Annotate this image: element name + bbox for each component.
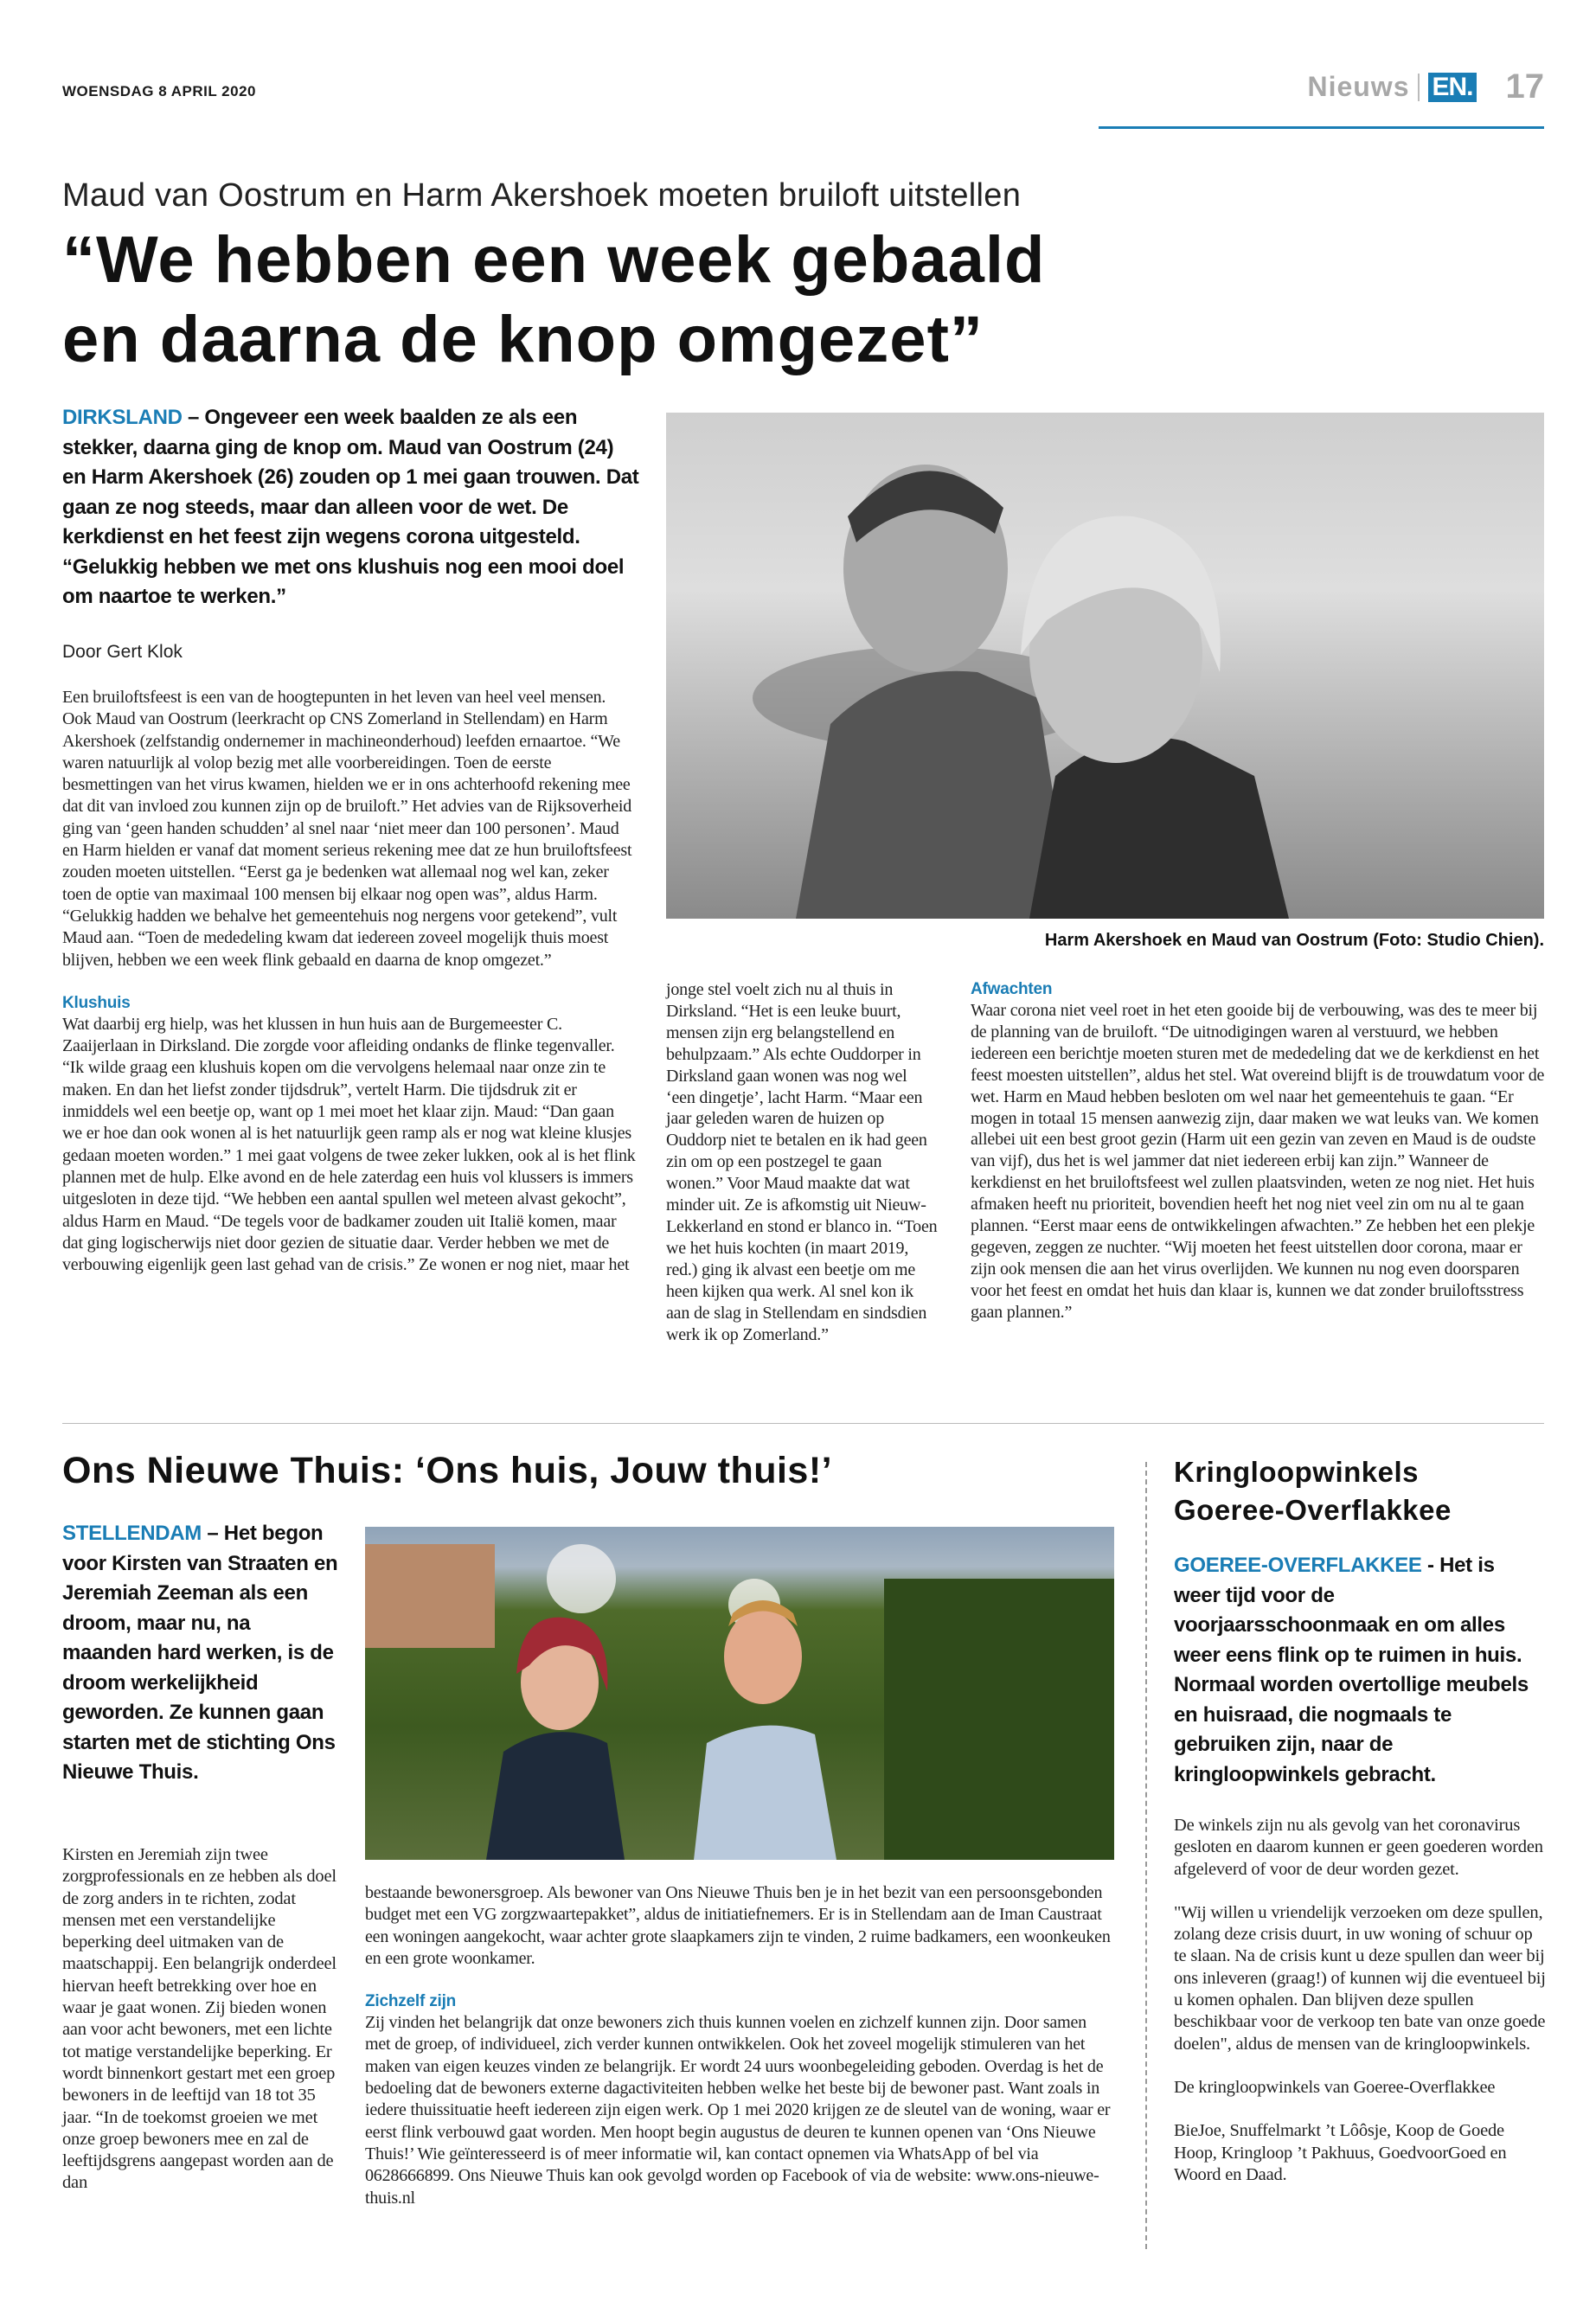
section-divider	[62, 1423, 1544, 1424]
photo-illustration	[365, 1527, 1114, 1860]
article-column	[666, 979, 939, 1367]
subheading: Zichzelf zijn	[365, 1992, 457, 2011]
article-column	[971, 979, 1546, 1345]
paragraph: BieJoe, Snuffelmarkt ’t Lôôsje, Koop de Goede Hoop, Kringloop ’t Pakhuus, GoedvoorGoed en Woord en Daad.	[1174, 2121, 1507, 2184]
article-title	[1174, 1453, 1452, 1529]
paragraph: jonge stel voelt zich nu al thuis in Dirksland. “Het is een leuke buurt, mensen zijn erg belangstellend en behulpzaam.” Als echte Ouddorper in Dirksland gaan wonen was nog wel ‘een dingetje’, lacht Harm. “Maar een jaar geleden waren de huizen op Ouddorp niet te betalen en ik had geen zin om op een postzegel te gaan wonen.” Voor Maud maakte dat wat minder uit. Ze is afkomstig uit Nieuw-Lekkerland en stond er blanco in. “Toen we het huis kochten (in maart 2019, red.) ging ik alvast een beetje om me heen kijken qua werk. Al snel kon ik aan de slag in Stellendam en sindsdien werk ik op Zomerland.”	[666, 980, 938, 1344]
article-lead	[62, 403, 642, 612]
article-column	[365, 1882, 1114, 2231]
paragraph: bestaande bewonersgroep. Als bewoner van Ons Nieuwe Thuis ben je in het bezit van een persoonsgebonden budget met een VG zorgzwaartepakket”, aldus de initiatiefnemers. Er is in Stellendam aan de Iman Caustraat een woningen aangekocht, waar achter grote slaapkamers zijn te vinden, 2 ruime badkamers, een woonkeuken en een grote woonkamer.	[365, 1883, 1111, 1968]
article-kicker: Maud van Oostrum en Harm Akershoek moeten bruiloft uitstellen	[62, 177, 1022, 214]
paragraph: Een bruiloftsfeest is een van de hoogtepunten in het leven van heel veel mensen. Ook Maud van Oostrum (leerkracht op CNS Zomerland in Stellendam) en Harm Akershoek (zelfstandig ondernemer in machineonderhoud) leefden ernaartoe. “We waren natuurlijk al volop bezig met alle voorbereidingen. Toen de eerste besmettingen van het virus kwamen, hielden we er in ons achterhoofd rekening mee dat dit van invloed zou kunnen zijn op de bruiloft.” Het advies van de Rijksoverheid ging van ‘geen handen schudden’ al snel naar ‘niet meer dan 100 personen’. Maud en Harm hielden er vanaf dat moment serieus rekening mee dat ze hun bruiloftsfeest zouden moeten uitstellen. “Eerst ga je bedenken wat allemaal nog wel kan, zeker toen de optie van maximaal 100 mensen bij elkaar nog open was”, aldus Harm. “Gelukkig hadden we behalve het gemeentehuis nog nergens voor getekend”, vult Maud aan. “Toen de mededeling kwam dat iedereen zoveel mogelijk thuis moest blijven, hebben we een week flink gebaald en daarna de knop omgezet.”	[62, 688, 632, 970]
couple-photo	[666, 413, 1544, 919]
paragraph: Waar corona niet veel roet in het eten gooide bij de verbouwing, was des te meer bij de planning van de bruiloft. “De uitnodigingen waren al verstuurd, we hebben iedereen een berichtje moeten sturen met de mededeling dat we de kerkdienst en het feest moesten uitstellen”, aldus het stel. Wat overeind blijft is de trouwdatum voor de wet. Harm en Maud hebben besloten om wel naar het gemeentehuis te gaan. “Er mogen in totaal 15 mensen aanwezig zijn, daar maken we wat leuks van. We komen allebei uit een best groot gezin (Harm uit een gezin van zeven en Maud is de oudste van vijf), dus het is wel jammer dat niet iedereen erbij kan zijn.” Wanneer de kerkdienst en het bruiloftsfeest wel zullen plaatsvinden, weten ze nog niet. Het huis afmaken heeft nu prioriteit, bovendien heeft het nog niet veel zin om nu al te gaan plannen. “Eerst maar eens de ontwikkelingen afwachten.” Ze hebben het een plekje gegeven, zeggen ze nuchter. “Wij moeten het feest uitstellen door corona, maar er zijn ook mensen die aan het virus overlijden. We kunnen nu nog even doorsparen voor het feest en omdat het huis dan klaar is, kunnen we dat zonder bruiloftsstress gaan plannen.”	[971, 1001, 1545, 1322]
subheading: Klushuis	[62, 993, 131, 1012]
paragraph: Zij vinden het belangrijk dat onze bewoners zich thuis kunnen voelen en zichzelf kunnen zijn. Door samen met de groep, of individueel, zich verder kunnen ontwikkelen. Ook het zoveel mogelijk stimuleren van het maken van eigen keuzes vinden ze belangrijk. Er wordt 24 uurs woonbegeleiding geboden. Overdag is het de bedoeling dat de bewoners externe dagactiviteiten hebben welke het beste bij de bewoner past. Want zoals in iedere thuissituatie heeft iedereen zijn eigen werk. Op 1 mei 2020 krijgen ze de sleutel van de woning, waar er eerst flink verbouwd gaat worden. Men hoopt begin augustus de deuren te kunnen openen van ‘Ons Nieuwe Thuis!’ Wie geïnteresseerd is of meer informatie wil, kan contact opnemen via WhatsApp of bel via 0628666899. Ons Nieuwe Thuis kan ook gevolgd worden op Facebook of via de website: www.ons-nieuwe-thuis.nl	[365, 2013, 1111, 2208]
masthead	[1307, 67, 1544, 106]
article-title: Ons Nieuwe Thuis: ‘Ons huis, Jouw thuis!’	[62, 1450, 833, 1491]
paragraph: De kringloopwinkels van Goeree-Overflakkee	[1174, 2077, 1496, 2097]
article-column	[62, 1844, 339, 2216]
lead-text: – Het begon voor Kirsten van Straaten en Jeremiah Zeeman als een droom, maar nu, na maanden hard werken, is de droom werkelijkheid geworden. Ze kunnen gaan starten met de stichting Ons Nieuwe Thuis.	[62, 1522, 338, 1784]
dateline: GOEREE-OVERFLAKKEE	[1174, 1554, 1422, 1577]
lead-text: - Het is weer tijd voor de voorjaarsschoonmaak en om alles weer eens flink op te ruimen in huis. Normaal worden overtollige meubels en huisraad, die nogmaals te gebruiken zijn, naar de kringloopwinkels gebracht.	[1174, 1554, 1529, 1786]
lead-text: – Ongeveer een week baalden ze als een stekker, daarna ging de knop om. Maud van Oostrum (24) en Harm Akershoek (26) zouden op 1 mei gaan trouwen. Dat gaan ze nog steeds, maar dan alleen voor de wet. De kerkdienst en het feest zijn wegens corona uitgesteld. “Gelukkig hebben we met ons klushuis nog een mooi doel om naartoe te werken.”	[62, 406, 639, 608]
paragraph: De winkels zijn nu als gevolg van het coronavirus gesloten en daarom kunnen er geen goederen worden afgeleverd of voor de deur worden gezet.	[1174, 1816, 1543, 1879]
paragraph: Kirsten en Jeremiah zijn twee zorgprofessionals en ze hebben als doel de zorg anders in te richten, zodat mensen met een verstandelijke beperking deel uitmaken van de maatschappij. Een belangrijk onderdeel hiervan heeft betrekking over hoe en waar je gaat wonen. Zij bieden wonen aan voor acht bewoners, met een lichte tot matige verstandelijke beperking. Er wordt binnenkort gestart met een groep bewoners in de leeftijd van 18 tot 35 jaar. “In de toekomst groeien we met onze groep bewoners mee en zal de leeftijdsgrens aangepast worden aan de dan	[62, 1845, 337, 2193]
article-headline	[62, 221, 1045, 380]
issue-date: WOENSDAG 8 APRIL 2020	[62, 83, 257, 99]
page-number: 17	[1505, 67, 1544, 106]
headline-line: “We hebben een week gebaald	[62, 223, 1046, 297]
paragraph: Wat daarbij erg hielp, was het klussen in hun huis aan de Burgemeester C. Zaaijerlaan in Dirksland. Die zorgde voor afleiding ondanks de flinke tegenvaller. “Ik wilde graag een klushuis kopen om die vervolgens helemaal naar onze zin te maken. En dan het liefst zonder tijdsdruk”, vertelt Harm. Die tijdsdruk zit er inmiddels wel een beetje op, want op 1 mei moet het klaar zijn. Maud: “Dan gaan we er hoe dan ook wonen al is het natuurlijk geen ramp als er nog wat kleine klusjes gedaan moeten worden.” 1 mei gaat volgens de twee zeker lukken, ook al is het flink plannen met de hulp. Elke avond en de hele zaterdag een huis vol klussers is immers uitgesloten in deze tijd. “We hebben een aantal spullen wel meteen alvast gekocht”, aldus Harm en Maud. “De tegels voor de badkamer zouden uit Italië komen, maar dat ging logischerwijs niet door gezien de situatie daar. Verder hebben we met de verbouwing eigenlijk geen last gehad van de crisis.” Ze wonen er nog niet, maar het	[62, 1014, 636, 1275]
section-label: Nieuws	[1307, 71, 1410, 102]
column-divider	[1145, 1462, 1147, 2249]
subheading: Afwachten	[971, 980, 1053, 998]
paragraph: "Wij willen u vriendelijk verzoeken om deze spullen, zolang deze crisis duurt, in uw woning of schuur op te slaan. Na de crisis kunt u deze spullen dan weer bij ons inleveren (graag!) of kunnen wij die eventueel bij u komen ophalen. Dan blijven deze spullen beschikbaar voor de verkoop ten bate van onze goede doelen", aldus de mensen van de kringloopwinkels.	[1174, 1902, 1546, 2054]
newspaper-logo: EN.	[1428, 73, 1476, 102]
title-line: Goeree-Overflakkee	[1174, 1494, 1452, 1526]
dateline: DIRKSLAND	[62, 406, 183, 429]
article-lead	[1174, 1551, 1546, 1790]
divider	[1418, 74, 1420, 101]
photo-caption: Harm Akershoek en Maud van Oostrum (Foto: Studio Chien).	[1044, 931, 1544, 950]
title-line: Kringloopwinkels	[1174, 1456, 1420, 1488]
dateline: STELLENDAM	[62, 1522, 202, 1545]
founders-photo	[365, 1527, 1114, 1860]
headline-line: en daarna de knop omgezet”	[62, 303, 984, 376]
article-column	[62, 687, 638, 1298]
photo-illustration	[666, 413, 1544, 919]
byline: Door Gert Klok	[62, 642, 183, 662]
header-rule	[1099, 126, 1544, 129]
article-column	[1174, 1815, 1546, 2208]
article-lead	[62, 1519, 339, 1788]
